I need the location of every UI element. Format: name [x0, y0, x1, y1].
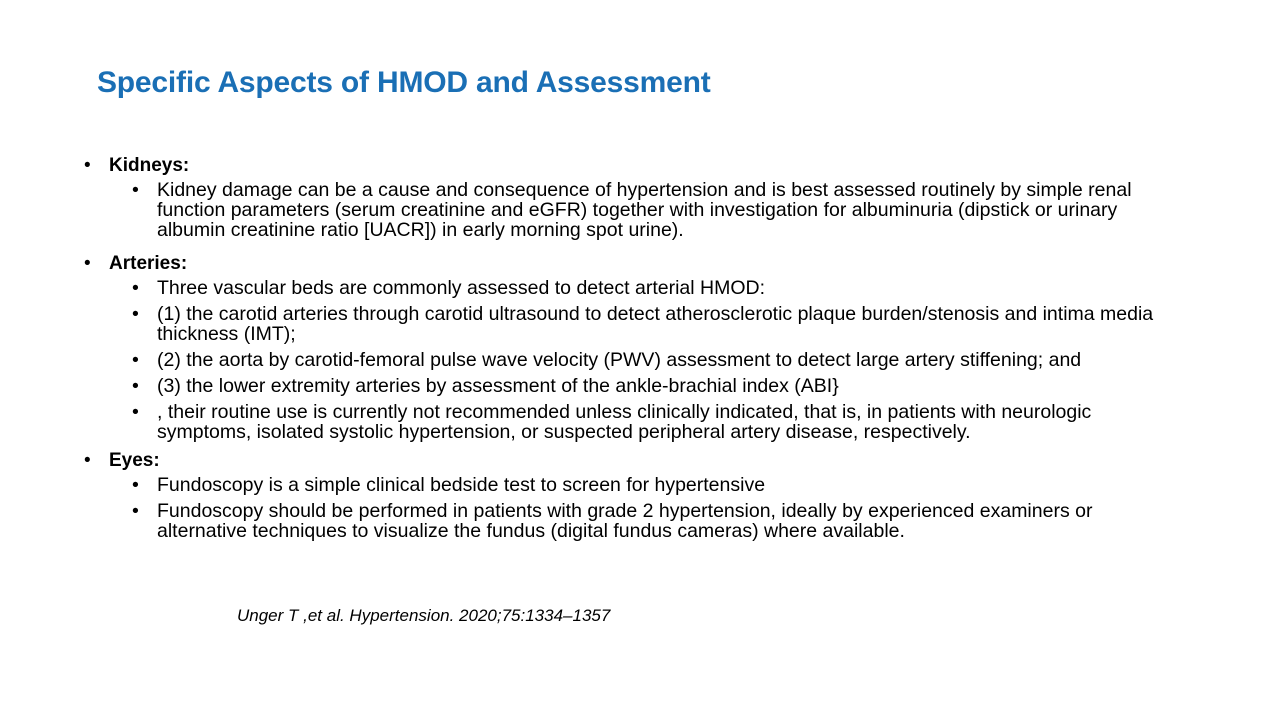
bullet-icon: •: [132, 179, 139, 201]
bullet-icon: •: [84, 253, 91, 274]
list-item-text: , their routine use is currently not recommended unless clinically indicated, that is, in patients with neurologic symptoms, isolated systolic hypertension, or suspected peripheral artery disease, respectively.: [157, 401, 1092, 443]
bullet-icon: •: [84, 155, 91, 176]
sub-list: [132, 475, 1184, 541]
list-item-text: (2) the aorta by carotid-femoral pulse wave velocity (PWV) assessment to detect large artery stiffening; and: [157, 349, 1082, 371]
bullet-icon: •: [132, 375, 139, 397]
citation: Unger T ,et al. Hypertension. 2020;75:1334–1357: [237, 606, 611, 625]
list-item-text: Three vascular beds are commonly assessed to detect arterial HMOD:: [157, 277, 765, 299]
list-item-text: Fundoscopy is a simple clinical bedside test to screen for hypertensive: [157, 474, 766, 496]
section-heading-text: Kidneys:: [109, 155, 190, 176]
list-item: [132, 501, 1184, 541]
slide-title: Specific Aspects of HMOD and Assessment: [97, 66, 711, 99]
section-kidneys: [84, 154, 1184, 240]
list-item-text: (3) the lower extremity arteries by assessment of the ankle-brachial index (ABI}: [157, 375, 839, 397]
section-heading: [84, 154, 1184, 178]
section-eyes: [84, 449, 1184, 541]
list-item: [132, 350, 1184, 370]
bullet-icon: •: [132, 303, 139, 325]
bullet-icon: •: [132, 474, 139, 496]
section-heading: [84, 449, 1184, 473]
section-heading-text: Arteries:: [109, 253, 188, 274]
section-arteries: [84, 252, 1184, 442]
slide-content: [84, 154, 1184, 547]
list-item: [132, 376, 1184, 396]
bullet-icon: •: [132, 277, 139, 299]
list-item: [132, 475, 1184, 495]
bullet-icon: •: [132, 500, 139, 522]
list-item: [132, 278, 1184, 298]
list-item: [132, 304, 1184, 344]
list-item: [132, 402, 1184, 442]
list-item: [132, 180, 1184, 240]
list-item-text: Fundoscopy should be performed in patients with grade 2 hypertension, ideally by experienced examiners or alternative techniques to visualize the fundus (digital fundus cameras) where available.: [157, 500, 1093, 542]
section-heading-text: Eyes:: [109, 450, 160, 471]
sub-list: [132, 278, 1184, 442]
section-heading: [84, 252, 1184, 276]
bullet-icon: •: [132, 349, 139, 371]
bullet-icon: •: [84, 450, 91, 471]
bullet-icon: •: [132, 401, 139, 423]
sub-list: [132, 180, 1184, 240]
list-item-text: Kidney damage can be a cause and consequence of hypertension and is best assessed routinely by simple renal function parameters (serum creatinine and eGFR) together with investigation for albuminuria (dipstick or urinary albumin creatinine ratio [UACR]) in early morning spot urine).: [157, 179, 1132, 241]
list-item-text: (1) the carotid arteries through carotid ultrasound to detect atherosclerotic plaque burden/stenosis and intima media thickness (IMT);: [157, 303, 1154, 345]
